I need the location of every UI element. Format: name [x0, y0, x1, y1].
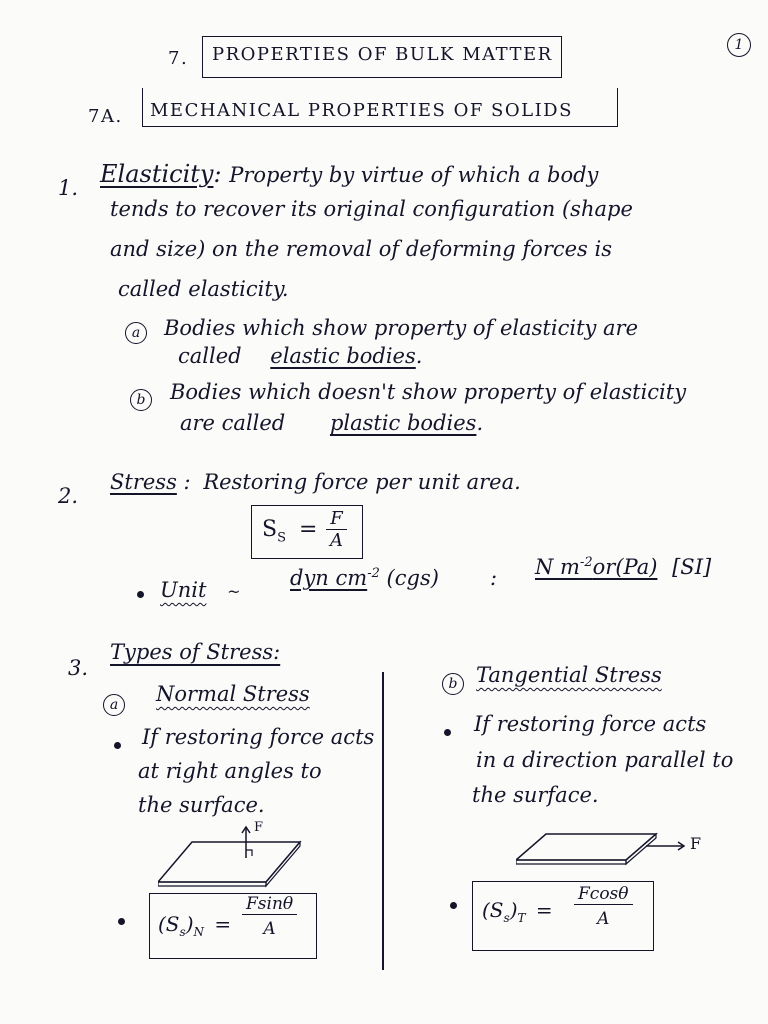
- chapter-title: PROPERTIES OF BULK MATTER: [212, 44, 553, 65]
- elasticity-def-line4: called elasticity.: [118, 277, 289, 301]
- tangential-stress-line3: the surface.: [472, 783, 599, 807]
- elasticity-def-line2: tends to recover its original configuration (shape: [110, 197, 633, 221]
- tangential-stress-line2: in a direction parallel to: [476, 748, 734, 772]
- tangential-formula-num: Fcosθ: [574, 884, 633, 905]
- normal-formula-eq: =: [214, 912, 232, 936]
- unit-tilde: ~: [227, 582, 241, 601]
- normal-formula-sub2: N: [193, 925, 204, 939]
- elasticity-def-line1: Property by virtue of which a body: [229, 163, 599, 187]
- stress-formula-den: A: [330, 530, 343, 551]
- normal-force-label: F: [254, 820, 264, 835]
- tangential-formula-fraction: [574, 884, 633, 929]
- plastic-bodies-term: plastic bodies: [329, 411, 477, 435]
- elasticity-colon: :: [213, 160, 222, 188]
- tangential-formula-den: A: [597, 909, 610, 929]
- unit-cgs-term: dyn cm: [290, 566, 368, 590]
- tangential-formula-sub2: T: [517, 911, 526, 925]
- subchapter-number: 7A.: [88, 106, 123, 127]
- unit-si-term: [535, 555, 657, 579]
- stress-term: Stress: [110, 470, 177, 494]
- tangential-formula-sub1: s: [503, 911, 510, 925]
- tangential-stress-title: [476, 663, 662, 687]
- stress-formula-eq: =: [298, 517, 318, 542]
- normal-stress-title: [156, 682, 310, 706]
- plastic-bodies-post: .: [476, 411, 484, 435]
- normal-stress-line3: the surface.: [138, 793, 265, 817]
- elasticity-def-line3: and size) on the removal of deforming forces is: [110, 237, 613, 261]
- stress-formula-sub: S: [277, 530, 286, 546]
- tangential-formula-s: (S: [482, 898, 504, 922]
- unit-separator: :: [490, 566, 498, 590]
- elastic-bodies-post: .: [415, 344, 423, 368]
- stress-formula-lhs: [262, 517, 317, 545]
- tangential-formula-eq: =: [535, 898, 553, 922]
- normal-formula-s: (S: [158, 912, 180, 936]
- section1-heading: [100, 160, 598, 188]
- stress-formula-s: S: [262, 517, 278, 542]
- tangential-force-label: F: [690, 834, 702, 853]
- section3-title: Types of Stress:: [110, 640, 281, 664]
- normal-formula-bullet: [118, 918, 125, 925]
- item-b-marker: b: [130, 389, 152, 411]
- tangential-stress-bullet: [444, 729, 451, 736]
- stress-formula-fraction: [326, 508, 347, 551]
- unit-label-text: Unit: [160, 578, 207, 602]
- elasticity-term: Elasticity: [100, 160, 214, 188]
- plastic-bodies-pre: are called: [180, 411, 286, 435]
- normal-stress-title-text: Normal Stress: [156, 682, 310, 706]
- normal-stress-bullet: [114, 742, 121, 749]
- unit-si-or: or(Pa): [592, 555, 658, 579]
- normal-formula-sub1: s: [179, 925, 186, 939]
- chapter-number: 7.: [168, 48, 189, 69]
- elastic-bodies-term: elastic bodies: [270, 344, 416, 368]
- normal-formula-num: Fsinθ: [242, 894, 297, 915]
- unit-si-base: N m: [535, 555, 580, 579]
- normal-formula-den: A: [263, 919, 276, 939]
- tangential-formula-lhs: [482, 898, 553, 925]
- section1-number: 1.: [58, 176, 79, 200]
- normal-formula-lhs: [158, 912, 231, 939]
- elastic-bodies-line2: [178, 344, 422, 368]
- section3-number: 3.: [68, 656, 89, 680]
- normal-formula-close: ): [185, 912, 194, 936]
- unit-label: [160, 578, 240, 602]
- normal-stress-line2: at right angles to: [138, 759, 322, 783]
- subchapter-title: MECHANICAL PROPERTIES OF SOLIDS: [150, 100, 573, 121]
- tangential-stress-marker: b: [442, 673, 464, 695]
- stress-colon: :: [183, 470, 191, 494]
- elastic-bodies-pre: called: [178, 344, 242, 368]
- unit-si-post: [SI]: [672, 555, 712, 579]
- tangential-stress-line1: If restoring force acts: [474, 712, 707, 736]
- tangential-stress-diagram: [516, 826, 716, 876]
- column-divider: [382, 672, 384, 970]
- plastic-bodies-line2: [180, 411, 483, 435]
- tangential-stress-title-text: Tangential Stress: [476, 663, 662, 687]
- unit-cgs-post: (cgs): [386, 566, 439, 590]
- elastic-bodies-line1: Bodies which show property of elasticity are: [164, 316, 639, 340]
- unit-bullet: [137, 591, 144, 598]
- item-a-marker: a: [125, 322, 147, 344]
- stress-formula-num: F: [326, 508, 347, 530]
- normal-formula-fraction: [242, 894, 297, 939]
- normal-stress-line1: If restoring force acts: [142, 725, 375, 749]
- unit-si: [535, 555, 711, 579]
- normal-stress-marker: a: [103, 694, 125, 716]
- unit-cgs: [290, 566, 439, 590]
- section2-number: 2.: [58, 484, 79, 508]
- unit-si-exp: -2: [579, 555, 593, 570]
- tangential-formula-close: ): [509, 898, 518, 922]
- stress-definition: Restoring force per unit area.: [203, 470, 521, 494]
- section2-heading: [110, 470, 521, 494]
- tangential-formula-bullet: [450, 902, 457, 909]
- page-number: 1: [727, 33, 751, 57]
- unit-cgs-exp: -2: [367, 566, 380, 581]
- plastic-bodies-line1: Bodies which doesn't show property of elasticity: [170, 380, 687, 404]
